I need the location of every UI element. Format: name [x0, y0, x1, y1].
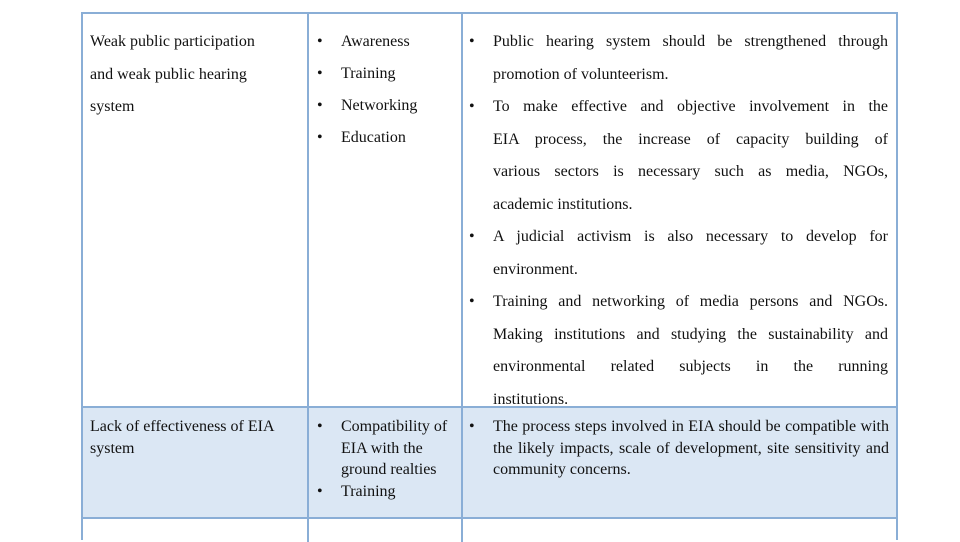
row-divider-2: [83, 517, 896, 519]
column-divider-1: [307, 14, 309, 542]
solution-line: institutions.: [493, 390, 569, 408]
strategy-item: • Compatibility of EIA with the ground realties: [311, 416, 461, 481]
problem-line: Weak public participation: [90, 33, 255, 50]
solution-cell-2: [463, 416, 889, 481]
strategy-item: • Education: [311, 122, 461, 154]
problem-line: system: [90, 98, 135, 115]
strategy-item: • Training: [311, 481, 461, 503]
eia-issues-table: [81, 12, 898, 540]
solution-item: [463, 221, 888, 286]
problem-line: and weak public hearing: [90, 65, 247, 83]
solution-line: • Public hearing system should be strengthened through: [493, 33, 888, 50]
problem-cell-1: [90, 26, 305, 124]
strategy-cell-2: [311, 416, 461, 502]
solution-item: [463, 286, 888, 416]
solution-line: environmental related subjects in the running: [493, 358, 888, 375]
solution-cell-1: [463, 26, 888, 416]
solution-item: [463, 91, 888, 221]
solution-line: EIA process, the increase of capacity building of: [493, 130, 888, 148]
solution-line: • Training and networking of media persons and NGOs.: [493, 293, 888, 310]
strategy-item: • Training: [311, 58, 461, 90]
problem-cell-2: Lack of effectiveness of EIA system: [90, 418, 274, 457]
solution-line: Making institutions and studying the sustainability and: [493, 325, 888, 343]
solution-line: • To make effective and objective involvement in the: [493, 98, 888, 115]
solution-line: environment.: [493, 260, 578, 278]
solution-line: promotion of volunteerism.: [493, 65, 669, 83]
strategy-cell-1: [311, 26, 461, 154]
strategy-item: • Networking: [311, 90, 461, 122]
strategy-item: • Awareness: [311, 26, 461, 58]
solution-item: • The process steps involved in EIA should be compatible with the likely impacts, scale of development, site sensitivity and community concerns.: [463, 416, 889, 481]
solution-line: academic institutions.: [493, 195, 633, 213]
solution-line: various sectors is necessary such as media, NGOs,: [493, 163, 888, 180]
solution-line: • A judicial activism is also necessary to develop for: [493, 228, 888, 245]
solution-item: [463, 26, 888, 91]
